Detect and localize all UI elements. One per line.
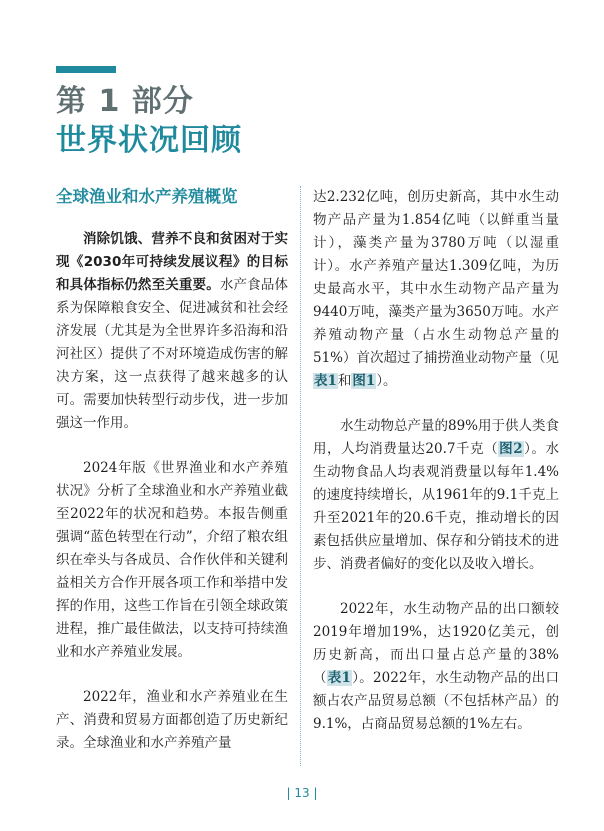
- intro-paragraph: [56, 228, 288, 435]
- body-paragraph: 2024年版《世界渔业和水产养殖状况》分析了全球渔业和水产养殖业截至2022年的状况和趋势。本报告侧重强调“蓝色转型在行动”，介绍了粮农组织在牵头与各成员、合作伙伴和关键利益相关方合作开展各项工作和举措中发挥的作用，这些工作旨在引领全球政策进程，推广最佳做法，以支持可持续渔业和水产养殖业发展。: [56, 460, 288, 660]
- paragraph-text: ）。2022年，水生动物产品的出口额占农产品贸易总额（不包括林产品）的9.1%，占商品贸易总额的1%左右。: [313, 670, 559, 732]
- paragraph-text: 2022年，水生动物产品的出口额较2019年增加19%，达1920亿美元，创历史新高，而出口量占总产量的38%（: [313, 601, 559, 686]
- body-paragraph: [313, 598, 559, 736]
- table-1-link[interactable]: 表1: [314, 373, 337, 389]
- paragraph-text: 水生动物总产量的89%用于供人类食用，人均消费量达20.7千克（: [313, 418, 560, 457]
- body-paragraph: 2022年，渔业和水产养殖业在生产、消费和贸易方面都创造了历史新纪录。全球渔业和水产养殖产量: [56, 689, 288, 751]
- accent-bar: [56, 66, 116, 73]
- paragraph-text: 达2.232亿吨，创历史新高，其中水生动物产品产量为1.854亿吨（以鲜重当量计），藻类产量为3780万吨（以湿重计）。水产养殖产量达1.309亿吨，为历史最高水平，其中水生动物产品产量为9440万吨，藻类产量为3650万吨。水产养殖动物产量（占水生动物总产量的51%）首次超过了捕捞渔业动物产量（见: [313, 189, 560, 366]
- body-paragraph: [313, 186, 559, 393]
- right-column: [313, 186, 559, 736]
- column-divider: [300, 186, 301, 766]
- lead-sentence: 消除饥饿、营养不良和贫困对于实现《2030年可持续发展议程》的目标和具体指标仍然至关重要。: [56, 231, 288, 293]
- figure-2-link[interactable]: 图2: [499, 441, 523, 457]
- part-label: 第 1 部分: [56, 84, 194, 119]
- paragraph-text: ）。水生动物食品人均表观消费量以每年1.4%的速度持续增长，从1961年的9.1千克上升至2021年的20.6千克，推动增长的因素包括供应量增加、保存和分销技术的进步、消费者偏好的变化以及收入增长。: [313, 441, 560, 572]
- page-number: | 13 |: [286, 786, 318, 800]
- page-title: 世界状况回顾: [56, 123, 242, 158]
- figure-1-link[interactable]: 图1: [352, 373, 376, 389]
- paragraph-text: ）。: [376, 373, 397, 389]
- left-column: [56, 186, 288, 755]
- body-paragraph: [313, 415, 559, 576]
- table-1-link[interactable]: 表1: [327, 670, 351, 686]
- section-heading: 全球渔业和水产养殖概览: [56, 187, 238, 206]
- intro-text: 水产食品体系为保障粮食安全、促进减贫和社会经济发展（尤其是为全世界许多沿海和沿河社区）提供了不对环境造成伤害的解决方案，这一点获得了越来越多的认可。需要加快转型行动步伐，进一步加强这一作用。: [56, 277, 288, 431]
- conjunction-text: 和: [337, 373, 352, 389]
